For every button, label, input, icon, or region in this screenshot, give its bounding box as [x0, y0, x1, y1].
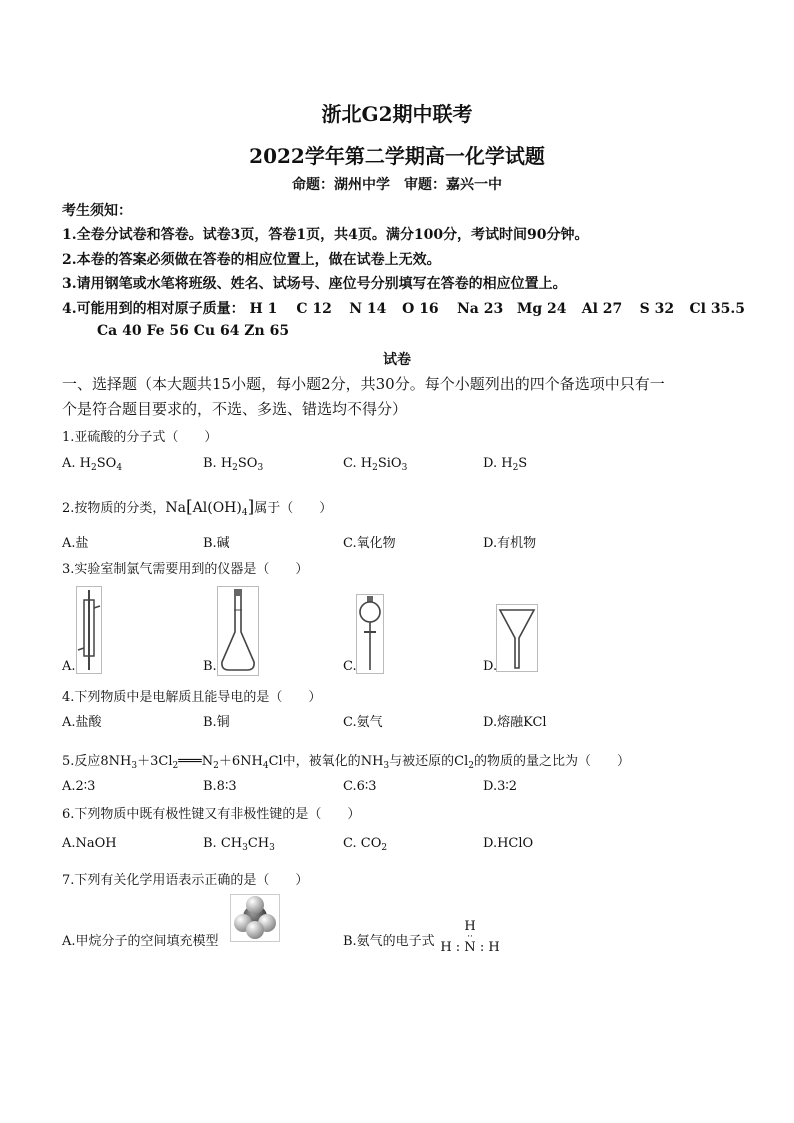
mass-al: Al 27	[581, 301, 623, 317]
funnel-icon	[496, 604, 538, 672]
q1-option-d[interactable]: D. $H_2S$	[483, 456, 528, 473]
q2-option-b[interactable]: B.碱	[203, 536, 230, 551]
q2-stem-post: 属于（ ）	[254, 501, 333, 516]
mass-cl: Cl 35.5	[689, 301, 745, 317]
mass-o: O 16	[402, 301, 439, 317]
q1-option-a[interactable]: A. $H_2SO_4$	[62, 456, 123, 473]
q3-option-a[interactable]: A.	[62, 659, 76, 674]
volumetric-flask-icon	[217, 586, 259, 676]
paper-title: 2022学年第二学期高一化学试题	[249, 144, 545, 168]
q3-option-b[interactable]: B.	[203, 659, 217, 674]
mass-n: N 14	[349, 301, 387, 317]
q2-option-a[interactable]: A.盐	[62, 536, 89, 551]
q7-option-b[interactable]: B.氨气的电子式	[343, 934, 435, 949]
ammonia-electron-formula: H ·· H : N : H	[440, 919, 500, 955]
mass-c: C 12	[296, 301, 332, 317]
q6-option-c[interactable]: C. $CO_2$	[343, 836, 388, 853]
mass-na: Na 23	[457, 301, 504, 317]
q1-option-c[interactable]: C. $H_2SiO_3$	[343, 456, 408, 473]
q5-option-b[interactable]: B.8∶3	[203, 779, 237, 794]
section1-line-1: 一、选择题（本大题共15小题，每小题2分，共30分。每个小题列出的四个备选项中只有一	[62, 375, 665, 393]
atomic-masses-row-2: Ca 40 Fe 56 Cu 64 Zn 65	[97, 323, 290, 339]
q1-option-b[interactable]: B. $H_2SO_3$	[203, 456, 264, 473]
authors-line: 命题：湖州中学 审题：嘉兴一中	[292, 177, 502, 193]
q5-stem-mid: 中，被氧化的	[282, 754, 361, 769]
q4-option-d[interactable]: D.熔融KCl	[483, 715, 547, 730]
notice-heading: 考生须知：	[62, 203, 132, 219]
notice-item-3: 3.请用钢笔或水笔将班级、姓名、试场号、座位号分别填写在答卷的相应位置上。	[62, 276, 567, 292]
q1-stem: 1.亚硫酸的分子式（ ）	[62, 430, 218, 445]
q6-stem: 6.下列物质中既有极性键又有非极性键的是（ ）	[62, 807, 361, 822]
condenser-icon	[76, 586, 102, 674]
mass-h: H 1	[249, 301, 278, 317]
q5-equation: $8NH_3+3Cl_2═══N_2+6NH_4Cl$	[100, 754, 283, 771]
q4-option-c[interactable]: C.氨气	[343, 715, 383, 730]
q3-option-d[interactable]: D.	[483, 659, 498, 674]
exam-name: 浙北G2期中联考	[321, 102, 473, 126]
section1-line-2: 个是符合题目要求的，不选、多选、错选均不得分）	[62, 400, 408, 418]
atomic-masses-label: 4.可能用到的相对原子质量：	[62, 301, 245, 317]
q2-formula: $Na[Al(OH)_4]$	[165, 497, 255, 518]
q2-option-c[interactable]: C.氧化物	[343, 536, 396, 551]
q5-stem-pre: 5.反应	[62, 754, 101, 769]
q5-option-a[interactable]: A.2∶3	[62, 779, 96, 794]
q7-stem: 7.下列有关化学用语表示正确的是（ ）	[62, 873, 309, 888]
notice-item-2: 2.本卷的答案必须做在答卷的相应位置上，做在试卷上无效。	[62, 252, 441, 268]
q6-option-b[interactable]: B. $CH_3CH_3$	[203, 836, 275, 853]
mass-s: S 32	[639, 301, 675, 317]
q2-stem-pre: 2.按物质的分类，	[62, 501, 166, 516]
q6-option-d[interactable]: D.HClO	[483, 836, 534, 851]
methane-space-filling-model-icon	[230, 894, 280, 942]
atomic-masses-row-1	[62, 298, 745, 318]
paper-label: 试卷	[383, 352, 411, 368]
q4-option-b[interactable]: B.铜	[203, 715, 230, 730]
separatory-funnel-icon	[356, 594, 384, 674]
q5-stem-post: 的物质的量之比为（ ）	[474, 754, 631, 769]
mass-mg: Mg 24	[516, 301, 567, 317]
q5-option-d[interactable]: D.3∶2	[483, 779, 518, 794]
notice-item-1: 1.全卷分试卷和答卷。试卷3页，答卷1页，共4页。满分100分，考试时间90分钟。	[62, 227, 589, 243]
q3-stem: 3.实验室制氯气需要用到的仪器是（ ）	[62, 562, 309, 577]
q4-option-a[interactable]: A.盐酸	[62, 715, 102, 730]
q5-option-c[interactable]: C.6∶3	[343, 779, 377, 794]
q2-option-d[interactable]: D.有机物	[483, 536, 537, 551]
q3-option-c[interactable]: C.	[343, 659, 357, 674]
q2-stem	[62, 497, 332, 518]
q5-stem-mid2: 与被还原的	[389, 754, 455, 769]
q7-option-a[interactable]: A.甲烷分子的空间填充模型	[62, 934, 219, 949]
q4-stem: 4.下列物质中是电解质且能导电的是（ ）	[62, 690, 322, 705]
q6-option-a[interactable]: A.NaOH	[62, 836, 117, 851]
q5-stem: 5.反应$8NH_3+3Cl_2═══N_2+6NH_4Cl$中，被氧化的$NH_3$与被还原的$Cl_2$的物质的量之比为（ ）	[62, 754, 631, 771]
